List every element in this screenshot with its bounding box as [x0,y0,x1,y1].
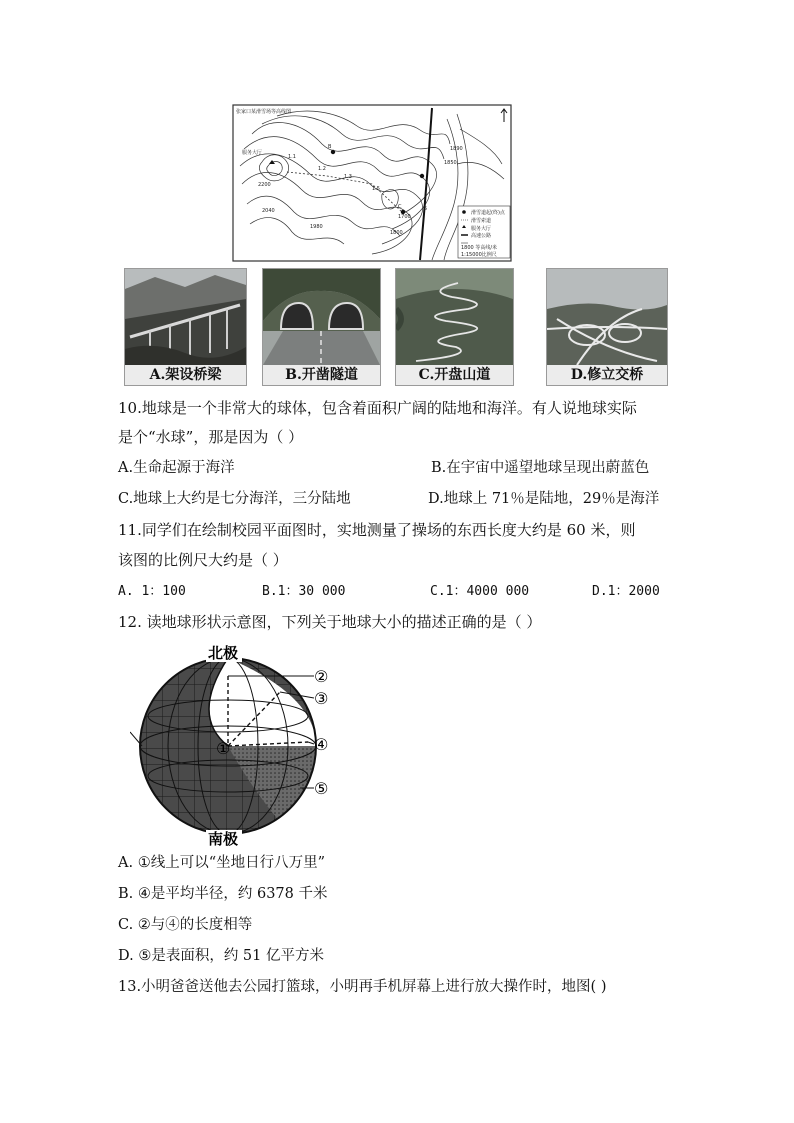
map-title: 张家口某滑雪场等高线图 [236,109,292,115]
q11-option-d: D.1：2000 [592,584,660,599]
q12-option-d: D. ⑤是表面积，约 51 亿平方米 [118,948,324,964]
marker-2: ② [314,667,329,686]
contour-label: 1980 [310,224,323,230]
legend-item: 滑雪道起(终)点 [471,210,505,216]
q11-stem-line2: 该图的比例尺大约是（ ） [118,551,288,569]
contour-label: 1.1 [288,154,296,160]
bridge-image [125,269,246,365]
q10-option-a: A.生命起源于海洋 [118,460,235,476]
contour-label: 1890 [450,146,463,152]
q12-option-c: C. ②与④的长度相等 [118,917,253,933]
contour-label: 1.5 [372,186,380,192]
photo-mountain-road [395,268,514,386]
map-peak-label: 2200 [258,182,271,188]
legend-item: 高速公路 [471,233,492,239]
map-point-b: B [328,144,332,150]
legend-item: 1800 等高线/米 [461,245,497,251]
contour-label: 1800 [390,230,403,236]
earth-diagram [130,636,370,850]
contour-label: 1700 [398,214,411,220]
photo-tunnel [262,268,381,386]
q12-option-b: B. ④是平均半径，约 6378 千米 [118,886,328,902]
contour-label: 1.3 [344,174,352,180]
legend-item: 1:15000比例尺 [461,252,497,258]
q11-stem-line1: 11.同学们在绘制校园平面图时，实地测量了操场的东西长度大约是 60 米，则 [118,521,636,539]
q11-option-a: A. 1：100 [118,584,186,599]
marker-3: ③ [314,689,329,708]
q11-option-c: C.1：4000 000 [430,584,530,599]
earth-globe-graphic [130,636,370,850]
legend-item: 服务大厅 [471,226,492,232]
interchange-image [547,269,667,365]
photo-bridge [124,268,247,386]
marker-5: ⑤ [314,779,329,798]
marker-1: ① [216,739,231,758]
contour-label: 1.2 [318,166,326,172]
map-lodge-label: 服务大厅 [242,150,263,156]
q10-option-c: C.地球上大约是七分海洋，三分陆地 [118,491,351,507]
legend-item: 滑雪索道 [471,218,492,224]
q13-stem: 13.小明爸爸送他去公园打篮球，小明再手机屏幕上进行放大操作时，地图( ) [118,979,607,995]
marker-4: ④ [314,735,329,754]
photo-caption-c: C.开盘山道 [396,365,513,385]
photo-caption-a: A.架设桥梁 [125,365,246,385]
q10-option-b: B.在宇宙中遥望地球呈现出蔚蓝色 [431,460,650,476]
contour-map-graphic [232,104,512,262]
mountain-road-image [396,269,513,365]
q10-option-d: D.地球上 71％是陆地，29％是海洋 [428,491,660,507]
map-point-c: C [398,204,402,210]
photo-interchange [546,268,668,386]
tunnel-image [263,269,380,365]
contour-map [232,104,512,262]
contour-label: 2040 [262,208,275,214]
q12-option-a: A. ①线上可以“坐地日行八万里” [118,855,326,871]
q12-stem: 12. 读地球形状示意图，下列关于地球大小的描述正确的是（ ） [118,613,542,631]
south-pole-label: 南极 [208,830,239,848]
q11-option-b: B.1：30 000 [262,584,346,599]
photo-caption-d: D.修立交桥 [547,365,667,385]
q10-stem-line2: 是个“水球”，那是因为（ ） [118,428,304,446]
contour-label: 5 [424,206,428,212]
contour-label: 1850 [444,160,457,166]
q10-stem-line1: 10.地球是一个非常大的球体，包含着面积广阔的陆地和海洋。有人说地球实际 [118,399,637,417]
photo-caption-b: B.开凿隧道 [263,365,380,385]
north-pole-label: 北极 [208,644,239,662]
